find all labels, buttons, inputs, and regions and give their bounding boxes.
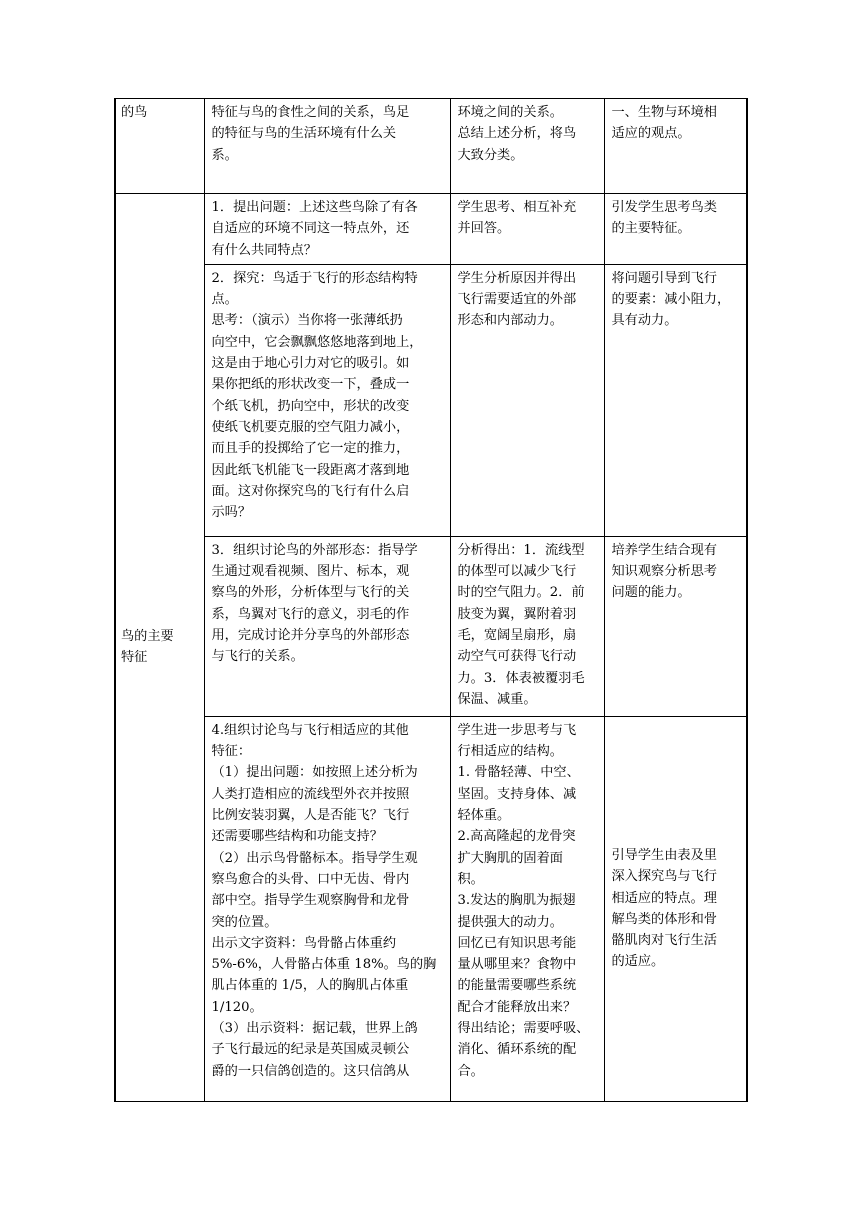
cell-text-line: 与飞行的关系。	[211, 649, 304, 665]
cell-text-line: 得出结论；需要呼吸、	[457, 1021, 590, 1037]
cell-text-line: 适应的观点。	[611, 126, 691, 142]
cell-text-line: 系，鸟翼对飞行的意义，羽毛的作	[211, 606, 410, 622]
cell-text-line: 形态和内部动力。	[457, 313, 563, 329]
cell-text-line: 的要素：减小阻力，	[611, 292, 731, 308]
cell-text-line: 子飞行最远的纪录是英国威灵顿公	[211, 1042, 410, 1058]
cell-text-line: 解鸟类的体形和骨	[611, 911, 717, 927]
cell-text-line: 还需要哪些结构和功能支持？	[211, 829, 383, 845]
cell-text-line: 的适应。	[611, 954, 665, 970]
cell-text-line: 部中空。指导学生观察胸骨和龙骨	[211, 893, 410, 909]
design-intent-cell	[604, 99, 747, 194]
cell-text-line: 用，完成讨论并分享鸟的外部形态	[211, 628, 410, 644]
student-activity-cell	[450, 716, 604, 1101]
cell-text-line: 向空中，它会飘飘悠悠地落到地上，	[211, 334, 423, 350]
table-row	[115, 99, 747, 194]
cell-text-line: 具有动力。	[611, 313, 678, 329]
table-row	[115, 536, 747, 716]
cell-text-line: 配合才能释放出来？	[457, 999, 577, 1015]
cell-text-line: 知识观察分析思考	[611, 564, 717, 580]
cell-text-line: 2．探究：鸟适于飞行的形态结构特	[211, 270, 418, 286]
cell-text-line: 察鸟愈合的头骨、口中无齿、骨内	[211, 871, 410, 887]
cell-text-line: 动空气可获得飞行动	[457, 649, 577, 665]
cell-text-line: 回忆已有知识思考能	[457, 935, 577, 951]
cell-text-line: 特征与鸟的食性之间的关系，鸟足	[211, 105, 410, 120]
cell-text-line: 的特征与鸟的生活环境有什么关	[211, 126, 397, 142]
section-cell-merged	[115, 194, 204, 1102]
cell-text-line: 扩大胸肌的固着面	[457, 850, 563, 866]
cell-text-line: 总结上述分析，将鸟	[457, 126, 577, 142]
cell-text-line: 面。这对你探究鸟的飞行有什么启	[211, 483, 410, 499]
teacher-activity-cell	[204, 99, 450, 194]
student-activity-cell	[450, 194, 604, 265]
cell-text-line: 1．提出问题：上述这些鸟除了有各	[211, 200, 418, 215]
cell-text-line: （2）出示鸟骨骼标本。指导学生观	[211, 850, 418, 866]
cell-text-line: 深入探究鸟与飞行	[611, 869, 717, 885]
cell-text-line: 1/120。	[211, 999, 263, 1015]
cell-text-line: 这是由于地心引力对它的吸引。如	[211, 356, 410, 372]
cell-text-line: 比例安装羽翼，人是否能飞？飞行	[211, 808, 410, 824]
student-activity-cell	[450, 99, 604, 194]
cell-text-line: 毛，宽阔呈扇形，扇	[457, 628, 577, 644]
cell-text-line: 环境之间的关系。	[457, 105, 563, 120]
cell-text-line: 1. 骨骼轻薄、中空、	[457, 765, 580, 781]
cell-text-line: 坚固。支持身体、减	[457, 786, 577, 802]
cell-text-line: 学生进一步思考与飞	[457, 722, 577, 738]
section-label: 的鸟	[121, 105, 148, 120]
cell-text-line: 思考：（演示）当你将一张薄纸扔	[211, 313, 403, 329]
student-activity-cell	[450, 264, 604, 536]
cell-text-line: 的体型可以减少飞行	[457, 564, 577, 580]
cell-text-line: 保温、减重。	[457, 691, 537, 707]
cell-text-line: 大致分类。	[457, 147, 524, 163]
cell-text-line: 培养学生结合现有	[611, 542, 717, 558]
teacher-activity-cell	[204, 716, 450, 1101]
cell-text-line: 系。	[211, 147, 238, 163]
cell-text-line: 3.发达的胸肌为振翅	[457, 893, 576, 909]
cell-text-line: 鸟的主要	[121, 629, 174, 645]
cell-text-line: 生通过观看视频、图片、标本，观	[211, 564, 410, 580]
cell-text-line: 有什么共同特点？	[211, 242, 317, 258]
design-intent-cell	[604, 716, 747, 1101]
cell-text-line: 骼肌肉对飞行生活	[611, 933, 717, 949]
cell-text-line: 示吗？	[211, 505, 252, 521]
cell-text-line: 轻体重。	[457, 808, 511, 824]
teacher-activity-cell	[204, 536, 450, 716]
student-activity-cell	[450, 536, 604, 716]
cell-text-line: 消化、循环系统的配	[457, 1042, 577, 1058]
table-row	[115, 264, 747, 536]
cell-text-line: 突的位置。	[211, 914, 278, 930]
cell-text-line: 问题的能力。	[611, 585, 691, 601]
cell-text-line: 并回答。	[457, 221, 511, 237]
teacher-activity-cell	[204, 264, 450, 536]
cell-text-line: 引发学生思考鸟类	[611, 200, 717, 215]
cell-text-line: 使纸飞机要克服的空气阻力减小，	[211, 419, 410, 435]
teacher-activity-cell	[204, 194, 450, 265]
cell-text-line: 相适应的特点。理	[611, 890, 717, 906]
cell-text-line: 2.高高隆起的龙骨突	[457, 829, 576, 845]
cell-text-line: 4.组织讨论鸟与飞行相适应的其他	[211, 722, 409, 738]
design-intent-cell	[604, 264, 747, 536]
cell-text-line: 将问题引导到飞行	[611, 270, 717, 286]
cell-text-line: 而且手的投掷给了它一定的推力，	[211, 441, 410, 457]
cell-text-line: 行相适应的结构。	[457, 744, 563, 760]
table-row	[115, 194, 747, 265]
cell-text-line: 自适应的环境不同这一特点外，还	[211, 221, 410, 237]
cell-text-line: 果你把纸的形状改变一下，叠成一	[211, 377, 410, 393]
cell-text-line: 爵的一只信鸽创造的。这只信鸽从	[211, 1063, 410, 1079]
cell-text-line: 合。	[457, 1063, 484, 1079]
cell-text-line: 量从哪里来？食物中	[457, 957, 577, 973]
cell-text-line: 力。3．体表被覆羽毛	[457, 670, 585, 686]
cell-text-line: （1）提出问题：如按照上述分析为	[211, 765, 418, 781]
design-intent-cell	[604, 536, 747, 716]
cell-text-line: 个纸飞机，扔向空中，形状的改变	[211, 398, 410, 414]
cell-text-line: 人类打造相应的流线型外衣并按照	[211, 786, 410, 802]
cell-text-line: 的能量需要哪些系统	[457, 978, 577, 994]
cell-text-line: 分析得出：1．流线型	[457, 542, 585, 558]
cell-text-line: 肢变为翼，翼附着羽	[457, 606, 577, 622]
cell-text-line: 的主要特征。	[611, 221, 691, 237]
cell-text-line: 出示文字资料：鸟骨骼占体重约	[211, 935, 397, 951]
cell-text-line: 飞行需要适宜的外部	[457, 292, 577, 308]
cell-text-line: 点。	[211, 292, 238, 308]
cell-text-line: 肌占体重的 1/5，人的胸肌占体重	[211, 978, 409, 994]
section-cell	[115, 99, 204, 194]
cell-text-line: 学生思考、相互补充	[457, 200, 577, 215]
cell-text-line: （3）出示资料：据记载，世界上鸽	[211, 1021, 418, 1037]
cell-text-line: 5%-6%，人骨骼占体重 18%。鸟的胸	[211, 957, 437, 973]
cell-text-line: 积。	[457, 871, 484, 887]
cell-text-line: 特征：	[211, 744, 252, 760]
cell-text-line: 因此纸飞机能飞一段距离才落到地	[211, 462, 410, 478]
table-row	[115, 716, 747, 1101]
cell-text-line: 学生分析原因并得出	[457, 270, 577, 286]
cell-text-line: 引导学生由表及里	[611, 848, 717, 863]
cell-text-line: 时的空气阻力。2．前	[457, 585, 585, 601]
design-intent-cell	[604, 194, 747, 265]
cell-text-line: 3．组织讨论鸟的外部形态：指导学	[211, 542, 418, 558]
lesson-plan-table	[114, 98, 748, 1102]
cell-text-line: 提供强大的动力。	[457, 914, 563, 930]
cell-text-line: 特征	[121, 650, 148, 666]
cell-text-line: 察鸟的外形，分析体型与飞行的关	[211, 585, 410, 601]
cell-text-line: 一、生物与环境相	[611, 105, 717, 120]
